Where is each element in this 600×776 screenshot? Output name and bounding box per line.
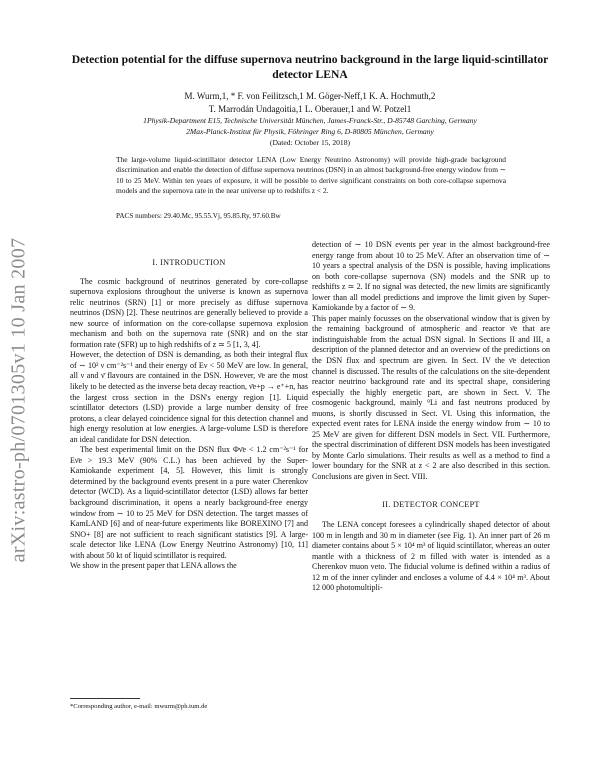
dated-line: (Dated: October 15, 2018) [269,138,351,147]
section-heading-introduction: I. INTRODUCTION [152,258,226,267]
footnote-rule [70,698,140,699]
affiliation-1: 1Physik-Department E15, Technische Universität München, James-Franck-Str., D-85748 Garching, Germany [143,116,477,125]
authors-line-1: M. Wurm,1, * F. von Feilitzsch,1 M. Göger-Neff,1 K. A. Hochmuth,2 [184,91,436,101]
right-column [312,240,550,594]
paper-title: Detection potential for the diffuse supernova neutrino background in the large liquid-scintillator detector LENA [71,53,549,81]
author-list [70,90,550,115]
section-heading-detector-concept: II. DETECTOR CONCEPT [382,499,480,509]
intro-paragraph-6: This paper mainly focusses on the observational window that is given by the remaining background of atmospheric and reactor ν̄e that are indistinguishable from the actual DSN signal. In Sections II and III, a description of the planned detector and an overview of the predictions on the DSN flux and spectrum are given. In Sect. IV the ν̄e detection channel is discussed. The results of the calculations on the site-dependent reactor neutrino background rate and its spectral shape, considering especially the highly energetic part, are shown in Sect. V. The cosmogenic background, mainly ⁹Li and fast neutrons produced by muons, is shortly discussed in Sect. VI. Using this information, the expected event rates for LENA inside the energy window from ∼ 10 to 25 MeV are given for different DSN models in Sect. VII. Furthermore, the spectral discrimination of different DSN models has been investigated by Monte Carlo simulations. Their results as well as a method to find a lower boundary for the SNR at z < 2 are also described in this section. Conclusions are given in Sect. VIII. [312,313,550,482]
corresponding-author-footnote: *Corresponding author, e-mail: mwurm@ph.tum.de [70,703,208,710]
intro-paragraph-4: We show in the present paper that LENA allows the [70,561,237,571]
abstract: The large-volume liquid-scintillator detector LENA (Low Energy Neutrino Astronomy) will provide high-grade background discrimination and enable the detection of diffuse supernova neutrinos (DSN) in an almost background-free energy window from ∼ 10 to 25 MeV. Within ten years of exposure, it will be possible to derive significant constraints on both core-collapse supernova models and the supernova rate in the near universe up to redshifts z < 2. [116,155,506,195]
intro-paragraph-5: detection of ∼ 10 DSN events per year in the almost background-free energy range from about 10 to 25 MeV. After an observation time of ∼ 10 years a spectral analysis of the DSN is possible, having implications on both core-collapse supernova (SN) models and the SNR up to redshifts z ≃ 2. If no signal was detected, the new limits are significantly lower than all model predictions and improve the limit given by Super-Kamiokande by a factor of ∼ 9. [312,240,550,313]
left-column [70,258,308,572]
arxiv-id-text: arXiv:astro-ph/0701305v1 10 Jan 2007 [7,237,30,563]
affiliation-2: 2Max-Planck-Institut für Physik, Föhringer Ring 6, D-80805 München, Germany [186,126,434,136]
pacs-numbers: PACS numbers: 29.40.Mc, 95.55.Vj, 95.85.Ry, 97.60.Bw [116,212,281,220]
intro-paragraph-3: The best experimental limit on the DSN flux Φν̄e < 1.2 cm⁻²s⁻¹ for Eν̄e > 19.3 MeV (90% C.L.) has been achieved by the Super-Kamiokande experiment [4, 5]. However, this limit is strongly determined by the background events present in a pure water Cherenkov detector (WCD). As a liquid-scintillator detector (LSD) allows far better background discrimination, it opens a nearly background-free energy window from ∼ 10 to 25 MeV for DSN detection. The target masses of KamLAND [6] and of near-future experiments like BOREXINO [7] and SNO+ [8] are not sufficient to reach significant statistics [9]. A large-scale detector like LENA (Low Energy Neutrino Astronomy) [10, 11] with about 50 kt of liquid scintillator is required. [70,445,308,560]
affiliations [70,116,550,137]
intro-paragraph-2: However, the detection of DSN is demanding, as both their integral flux of ∼ 10² ν cm⁻²s⁻¹ and their energy of Eν < 50 MeV are low. In general, all ν and ν̄ flavours are contained in the DSN. However, ν̄e are the most likely to be detected as the inverse beta decay reaction, ν̄e+p → e⁺+n, has the largest cross section in the DSN's energy region [1]. Liquid scintillator detectors (LSD) provide a large number density of free protons, a clear delayed coincidence signal for this detection channel and high energy resolution at low energies. A large-volume LSD is therefore an ideal candidate for DSN detection. [70,350,308,444]
intro-paragraph-1: The cosmic background of neutrinos generated by core-collapse supernova explosions throughout the universe is known as supernova relic neutrinos (SRN) [1] or more precisely as diffuse supernova neutrinos (DSN) [2]. These neutrinos are generally believed to provide a new source of information on the core-collapse supernova explosion mechanism and both on the supernova rate (SNR) and on the star formation rate (SFR) up to high redshifts of z ≃ 5 [1, 3, 4]. [70,276,308,349]
arxiv-identifier [0,0,42,776]
authors-line-2: T. Marrodán Undagoitia,1 L. Oberauer,1 and W. Potzel1 [208,103,412,114]
detector-paragraph-1: The LENA concept foresees a cylindrically shaped detector of about 100 m in length and 30 m in diameter (see Fig. 1). An inner part of 26 m diameter contains about 5 × 10⁴ m³ of liquid scintillator, whereas an outer mantle with a thickness of 2 m filled with water is intended as a Cherenkov muon veto. The fiducial volume is defined within a radius of 12 m of the inner cylinder and encloses a volume of 4.4 × 10⁴ m³. About 12 000 photomultipli- [312,520,550,593]
